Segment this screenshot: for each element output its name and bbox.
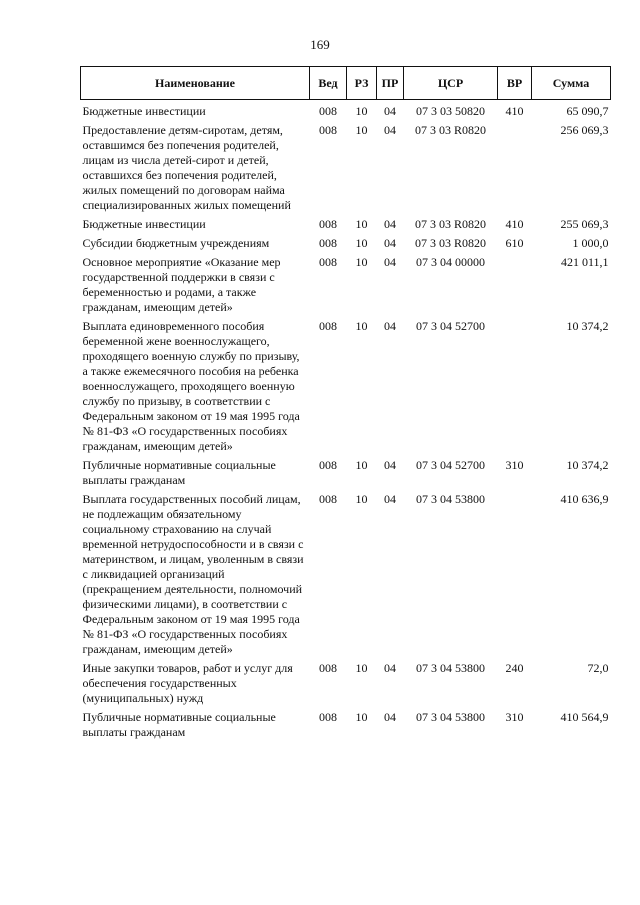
- cell-rz: 10: [355, 123, 368, 137]
- cell-rz: 10: [355, 104, 368, 118]
- column-header-csr: ЦСР: [404, 67, 498, 100]
- cell-rz: 10: [355, 710, 368, 724]
- cell-rz: 10: [355, 458, 368, 472]
- cell-sum: 256 069,3: [560, 123, 609, 137]
- table-row: [81, 657, 611, 706]
- cell-vr: [498, 251, 532, 315]
- cell-rz: 10: [355, 492, 368, 506]
- cell-name: Иные закупки товаров, работ и услуг для обеспечения государственных (муниципальных) нужд: [82, 661, 293, 705]
- cell-sum: 65 090,7: [566, 104, 609, 118]
- table-header: [81, 67, 611, 100]
- cell-pr: 04: [384, 661, 396, 675]
- cell-csr: 07 3 03 R0820: [414, 236, 486, 250]
- cell-csr: 07 3 04 00000: [416, 255, 485, 269]
- cell-name: Субсидии бюджетным учреждениям: [82, 236, 270, 250]
- cell-ved: 008: [319, 458, 337, 472]
- cell-name: Публичные нормативные социальные выплаты гражданам: [82, 458, 276, 487]
- cell-ved: 008: [319, 104, 337, 118]
- column-header-name: Наименование: [81, 67, 310, 100]
- cell-csr: 07 3 03 R0820: [414, 123, 486, 137]
- column-header-vr: ВР: [498, 67, 532, 100]
- cell-ved: 008: [319, 123, 337, 137]
- column-header-rz: РЗ: [347, 67, 377, 100]
- cell-csr: 07 3 04 52700: [416, 458, 485, 472]
- cell-ved: 008: [319, 661, 337, 675]
- cell-vr: 240: [505, 661, 524, 675]
- cell-ved: 008: [319, 255, 337, 269]
- cell-rz: 10: [355, 236, 368, 250]
- cell-pr: 04: [384, 217, 396, 231]
- cell-pr: 04: [384, 319, 396, 333]
- cell-sum: 410 636,9: [560, 492, 609, 506]
- table-row: [81, 454, 611, 488]
- table-row: [81, 315, 611, 454]
- column-header-pr: ПР: [377, 67, 404, 100]
- cell-pr: 04: [384, 492, 396, 506]
- cell-vr: 310: [505, 710, 524, 724]
- cell-ved: 008: [319, 236, 337, 250]
- cell-rz: 10: [355, 217, 368, 231]
- table-row: [81, 706, 611, 740]
- table-row: [81, 251, 611, 315]
- column-header-sum: Сумма: [532, 67, 611, 100]
- table-row: [81, 232, 611, 251]
- cell-sum: 421 011,1: [560, 255, 609, 269]
- cell-sum: 410 564,9: [560, 710, 609, 724]
- cell-sum: 255 069,3: [560, 217, 609, 231]
- cell-name: Бюджетные инвестиции: [82, 217, 206, 231]
- cell-csr: 07 3 03 50820: [416, 104, 485, 118]
- table-row: [81, 213, 611, 232]
- table-row: [81, 119, 611, 213]
- cell-rz: 10: [355, 255, 368, 269]
- cell-sum: 72,0: [587, 661, 609, 675]
- budget-table: [80, 66, 611, 740]
- cell-csr: 07 3 04 53800: [416, 661, 485, 675]
- cell-name: Предоставление детям-сиротам, детям, оставшимся без попечения родителей, лицам из числа детей-сирот и детей, оставшихся без попечения родителей, жилых помещений по договорам найма специализированных жилых помещений: [82, 123, 291, 212]
- cell-vr: [498, 315, 532, 454]
- cell-name: Выплата единовременного пособия беременной жене военнослужащего, проходящего военную службу по призыву, а также ежемесячного пособия на ребенка военнослужащего, проходящего военную службу по призыву, в соответствии с Федеральным законом от 19 мая 1995 года № 81-ФЗ «О государственных пособиях гражданам, имеющим детей»: [82, 319, 300, 453]
- cell-csr: 07 3 04 53800: [416, 710, 485, 724]
- table-row: [81, 100, 611, 120]
- cell-csr: 07 3 04 52700: [416, 319, 485, 333]
- cell-vr: [498, 119, 532, 213]
- cell-pr: 04: [384, 123, 396, 137]
- column-header-ved: Вед: [310, 67, 347, 100]
- cell-sum: 10 374,2: [566, 458, 609, 472]
- cell-ved: 008: [319, 217, 337, 231]
- cell-pr: 04: [384, 710, 396, 724]
- cell-name: Публичные нормативные социальные выплаты гражданам: [82, 710, 276, 739]
- cell-vr: 410: [505, 104, 524, 118]
- cell-pr: 04: [384, 236, 396, 250]
- cell-csr: 07 3 03 R0820: [414, 217, 486, 231]
- cell-sum: 1 000,0: [572, 236, 609, 250]
- cell-pr: 04: [384, 458, 396, 472]
- page-number: 169: [310, 37, 330, 52]
- cell-pr: 04: [384, 255, 396, 269]
- cell-vr: 310: [505, 458, 524, 472]
- cell-name: Выплата государственных пособий лицам, не подлежащим обязательному социальному страхованию на случай временной нетрудоспособности и в связи с материнством, и лицам, уволенным в связи с ликвидацией организаций (прекращением деятельности, полномочий физическими лицами), в соответствии с Федеральным законом от 19 мая 1995 года № 81-ФЗ «О государственных пособиях гражданам, имеющим детей»: [82, 492, 304, 656]
- cell-ved: 008: [319, 319, 337, 333]
- cell-pr: 04: [384, 104, 396, 118]
- cell-csr: 07 3 04 53800: [416, 492, 485, 506]
- table-row: [81, 488, 611, 657]
- cell-rz: 10: [355, 661, 368, 675]
- cell-rz: 10: [355, 319, 368, 333]
- cell-ved: 008: [319, 492, 337, 506]
- cell-vr: 410: [505, 217, 524, 231]
- cell-vr: 610: [505, 236, 524, 250]
- cell-name: Бюджетные инвестиции: [82, 104, 206, 118]
- cell-sum: 10 374,2: [566, 319, 609, 333]
- cell-name: Основное мероприятие «Оказание мер государственной поддержки в связи с беременностью и родами, а также гражданам, имеющим детей»: [82, 255, 281, 314]
- cell-ved: 008: [319, 710, 337, 724]
- cell-vr: [498, 488, 532, 657]
